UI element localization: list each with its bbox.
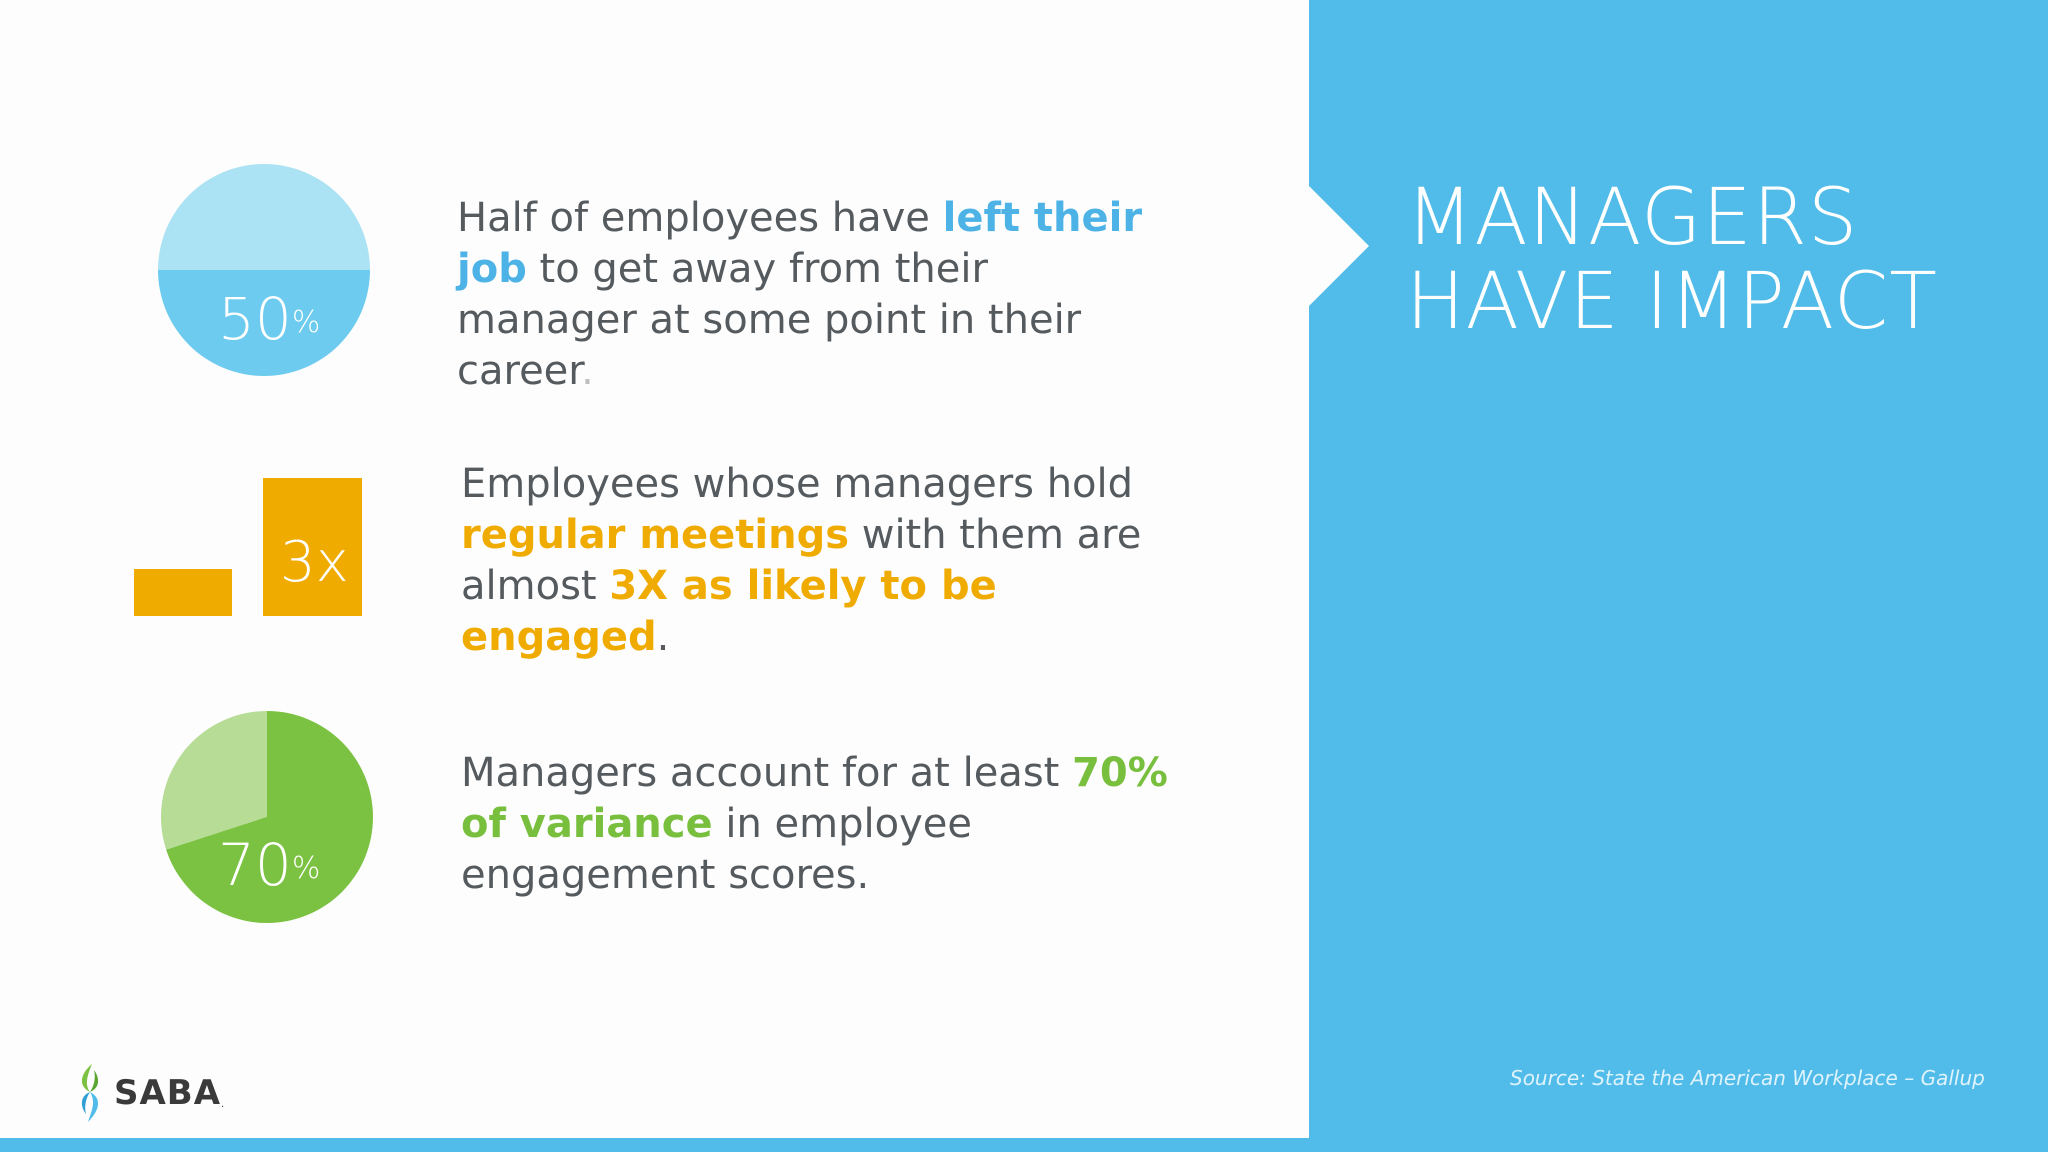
bottom-stripe: [0, 1138, 2048, 1152]
stat-50-value: 50: [218, 285, 292, 353]
stat-50-percent-label: [218, 285, 321, 353]
stat-2-period: .: [656, 614, 670, 660]
stat-3-text-b: in employee engagement scores.: [461, 801, 972, 898]
stat-2-text-a: Employees whose managers hold: [461, 461, 1134, 507]
stat-3x-label: 3x: [280, 530, 349, 595]
saba-leaf-icon: [74, 1062, 108, 1124]
stat-2-text-b: with them are almost: [461, 512, 1142, 609]
title-panel: [1309, 0, 2048, 1138]
stat-1-text-b: to get away from their manager at some point in their career: [457, 246, 1082, 394]
source-citation: Source: State the American Workplace – Gallup: [1510, 1066, 1985, 1090]
stat-70-value: 70: [218, 831, 292, 899]
stat-2-highlight-2: 3X as likely to be engaged: [461, 563, 997, 660]
panel-arrow: [1309, 186, 1369, 306]
saba-logo: [74, 1062, 224, 1124]
stat-2-text: [461, 459, 1181, 663]
baseline-bar: [134, 569, 232, 616]
saba-logo-text: SABA: [114, 1073, 222, 1113]
stat-1-period: .: [581, 348, 594, 394]
page-title-line-2: HAVE IMPACT: [1406, 257, 1938, 347]
stat-3-text-a: Managers account for at least: [461, 750, 1073, 796]
stat-3-text: [461, 748, 1181, 901]
stat-1-text-a: Half of employees have: [457, 195, 943, 241]
stat-2-highlight-1: regular meetings: [461, 512, 850, 558]
stat-1-highlight: left their job: [457, 195, 1143, 292]
page-title: [1406, 173, 2006, 347]
stat-3-highlight: 70% of variance: [461, 750, 1168, 847]
stat-70-unit: %: [291, 851, 321, 886]
stat-50-unit: %: [291, 305, 321, 340]
stat-70-percent-label: [218, 831, 321, 899]
page-title-line-1: MANAGERS: [1406, 173, 1859, 263]
saba-logo-mark: .: [221, 1099, 225, 1110]
stat-1-text: [457, 193, 1177, 397]
